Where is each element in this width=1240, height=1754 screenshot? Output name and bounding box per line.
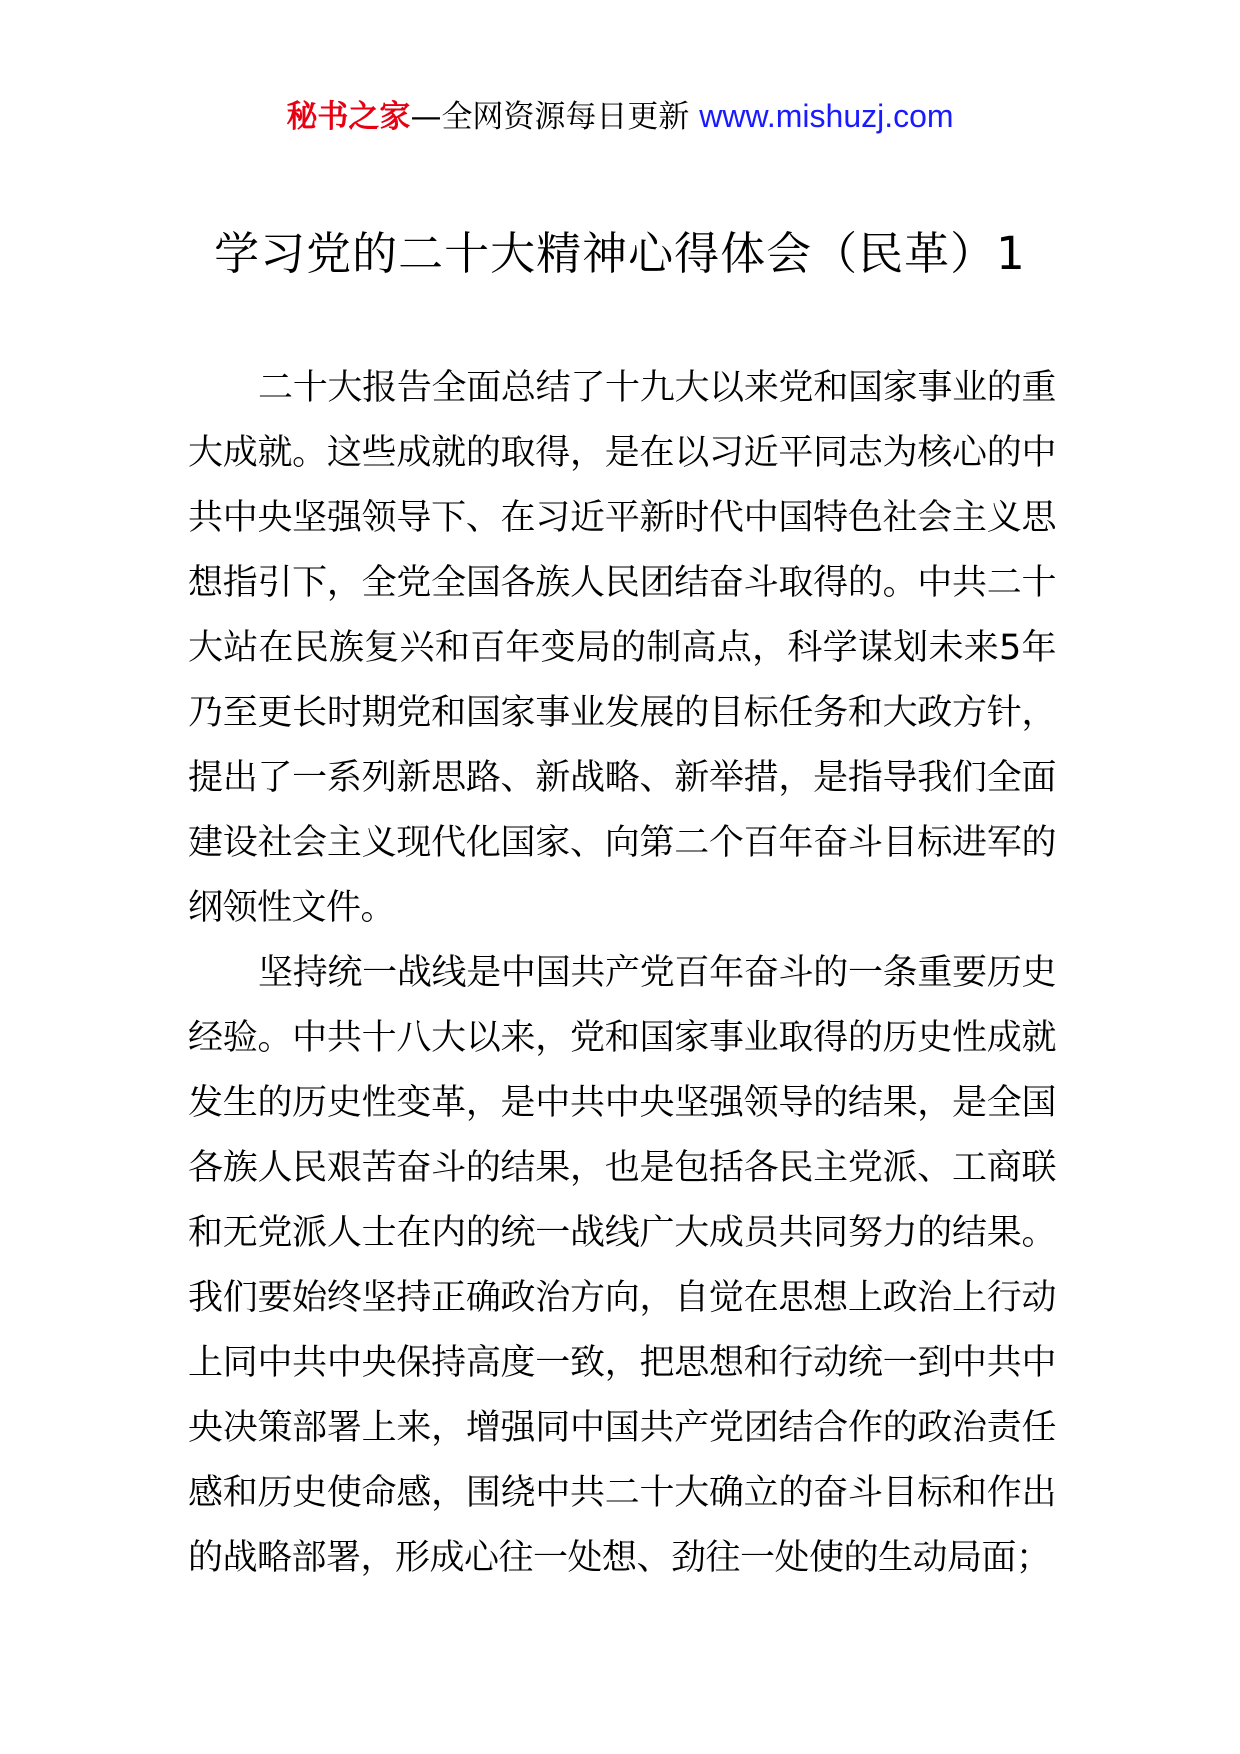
site-url[interactable]: www.mishuzj.com: [699, 98, 954, 134]
paragraph-1: 二十大报告全面总结了十九大以来党和国家事业的重大成就。这些成就的取得，是在以习近平同志为核心的中共中央坚强领导下、在习近平新时代中国特色社会主义思想指引下，全党全国各族人民团结奋斗取得的。中共二十大站在民族复兴和百年变局的制高点，科学谋划未来5年乃至更长时期党和国家事业发展的目标任务和大政方针，提出了一系列新思路、新战略、新举措，是指导我们全面建设社会主义现代化国家、向第二个百年奋斗目标进军的纲领性文件。: [188, 368, 1056, 928]
header-tagline: —全网资源每日更新: [410, 99, 690, 135]
document-body: [188, 356, 1056, 1591]
paragraph-2: 坚持统一战线是中国共产党百年奋斗的一条重要历史经验。中共十八大以来，党和国家事业取得的历史性成就发生的历史性变革，是中共中央坚强领导的结果，是全国各族人民艰苦奋斗的结果，也是包括各民主党派、工商联和无党派人士在内的统一战线广大成员共同努力的结果。我们要始终坚持正确政治方向，自觉在思想上政治上行动上同中共中央保持高度一致，把思想和行动统一到中共中央决策部署上来，增强同中国共产党团结合作的政治责任感和历史使命感，围绕中共二十大确立的奋斗目标和作出的战略部署，形成心往一处想、劲往一处使的生动局面；: [188, 953, 1056, 1578]
site-header: [0, 96, 1240, 137]
document-title: 学习党的二十大精神心得体会（民革）1: [214, 227, 1026, 280]
brand-name: 秘书之家: [286, 99, 411, 135]
